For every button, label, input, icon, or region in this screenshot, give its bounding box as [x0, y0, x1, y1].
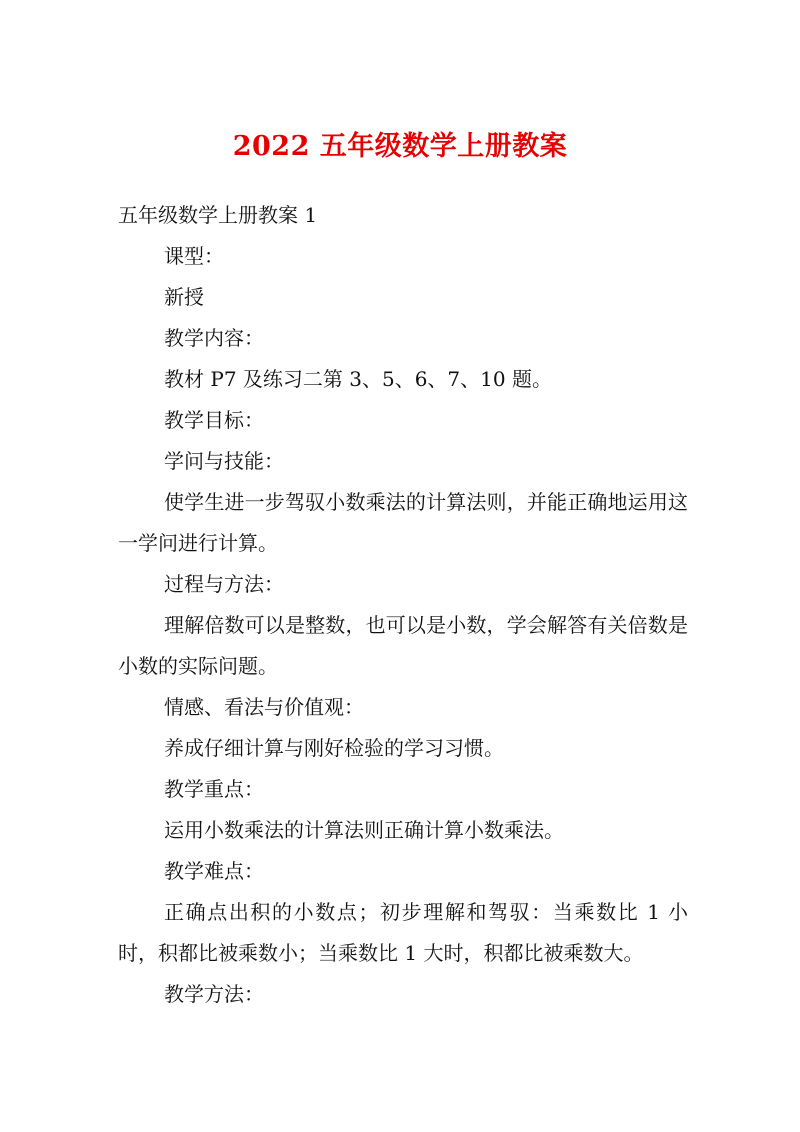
paragraph-method-label: 教学方法： [164, 982, 264, 1006]
paragraph-attitude-text: 养成仔细计算与刚好检验的学习习惯。 [164, 736, 504, 760]
paragraph-content-value: 教材 P7 及练习二第 3、5、6、7、10 题。 [164, 367, 552, 391]
document-body [118, 195, 688, 1015]
paragraph-process-text: 理解倍数可以是整数，也可以是小数，学会解答有关倍数是小数的实际问题。 [118, 613, 688, 678]
paragraph-attitude-label: 情感、看法与价值观： [164, 695, 364, 719]
document-title: 2022 五年级数学上册教案 [232, 131, 568, 162]
paragraph-knowledge-label: 学问与技能： [164, 449, 284, 473]
paragraph-keypoint-label: 教学重点： [164, 777, 264, 801]
section-heading: 五年级数学上册教案 1 [118, 203, 318, 227]
paragraph-lesson-type-label: 课型： [164, 244, 224, 268]
paragraph-process-label: 过程与方法： [164, 572, 284, 596]
paragraph-content-label: 教学内容： [164, 326, 264, 350]
paragraph-keypoint-text: 运用小数乘法的计算法则正确计算小数乘法。 [164, 818, 564, 842]
paragraph-knowledge-text: 使学生进一步驾驭小数乘法的计算法则，并能正确地运用这一学问进行计算。 [118, 490, 688, 555]
paragraph-difficulty-text: 正确点出积的小数点；初步理解和驾驭：当乘数比 1 小时，积都比被乘数小；当乘数比 1 大时，积都比被乘数大。 [118, 900, 688, 965]
paragraph-difficulty-label: 教学难点： [164, 859, 264, 883]
paragraph-objectives-label: 教学目标： [164, 408, 264, 432]
paragraph-lesson-type-value: 新授 [164, 285, 204, 309]
